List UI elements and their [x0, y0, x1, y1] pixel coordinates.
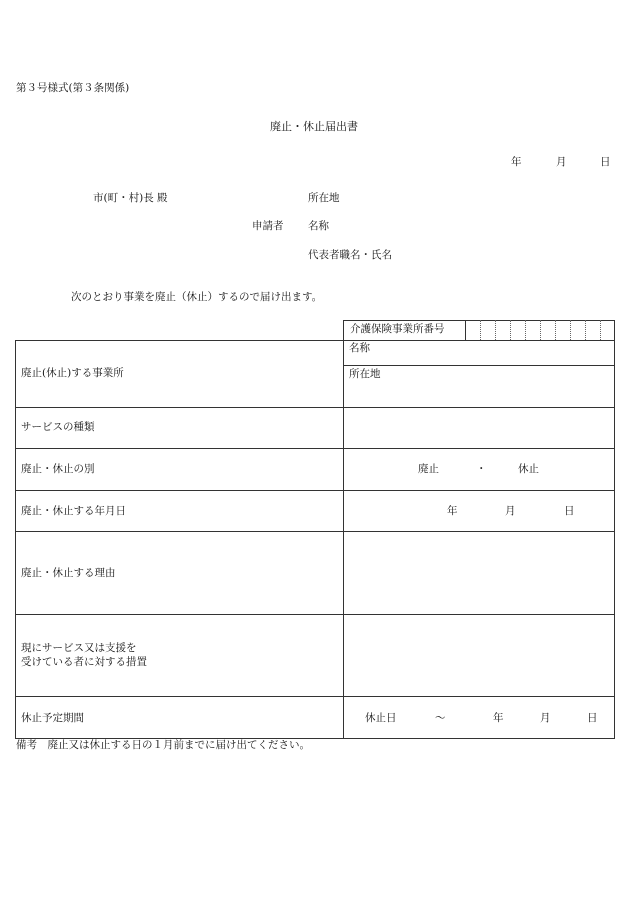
intro-text: 次のとおり事業を廃止（休止）するので届け出ます。	[71, 291, 323, 303]
form-number: 第３号様式(第３条関係)	[16, 82, 130, 94]
addressee: 市(町・村)長 殿	[93, 192, 168, 204]
table-right-border	[614, 340, 615, 738]
row-divider	[15, 531, 615, 532]
applicant-address-label: 所在地	[308, 192, 340, 204]
header-date-year: 年	[511, 156, 522, 168]
office-name-label: 名称	[349, 342, 370, 354]
period-month: 月	[540, 712, 551, 724]
row-divider	[15, 696, 615, 697]
reason-label: 廃止・休止する理由	[21, 567, 116, 579]
period-start: 休止日	[365, 712, 397, 724]
name-address-divider	[343, 365, 615, 366]
distinction-label: 廃止・休止の別	[21, 463, 95, 475]
column-divider	[343, 340, 344, 738]
digit-divider	[600, 320, 601, 340]
measures-label-line1: 現にサービス又は支援を	[21, 642, 137, 654]
digit-divider	[570, 320, 571, 340]
office-number-top-border	[343, 320, 615, 321]
measures-label-line2: 受けている者に対する措置	[21, 656, 147, 668]
form-title: 廃止・休止届出書	[270, 120, 358, 133]
table-left-border	[15, 340, 16, 738]
option-separator: ・	[476, 463, 487, 475]
option-suspend: 休止	[518, 463, 539, 475]
option-abolish: 廃止	[418, 463, 439, 475]
row-divider	[15, 490, 615, 491]
period-year: 年	[493, 712, 504, 724]
period-day: 日	[587, 712, 598, 724]
table-top-border	[15, 340, 615, 341]
period-label: 休止予定期間	[21, 712, 84, 724]
office-number-divider	[465, 320, 466, 340]
date-day: 日	[564, 505, 575, 517]
header-date-day: 日	[600, 156, 611, 168]
date-label: 廃止・休止する年月日	[21, 505, 126, 517]
row-divider	[15, 407, 615, 408]
date-year: 年	[447, 505, 458, 517]
service-type-label: サービスの種類	[21, 421, 95, 433]
office-number-right-border	[614, 320, 615, 340]
applicant-name-label: 名称	[308, 220, 329, 232]
office-label: 廃止(休止)する事業所	[21, 367, 124, 379]
digit-divider	[525, 320, 526, 340]
header-date-month: 月	[556, 156, 567, 168]
footer-note: 備考 廃止又は休止する日の１月前までに届け出てください。	[16, 739, 310, 751]
period-tilde: 〜	[435, 712, 446, 724]
date-month: 月	[505, 505, 516, 517]
digit-divider	[540, 320, 541, 340]
digit-divider	[480, 320, 481, 340]
row-divider	[15, 448, 615, 449]
office-address-label: 所在地	[349, 368, 381, 380]
digit-divider	[555, 320, 556, 340]
office-number-left-border	[343, 320, 344, 340]
digit-divider	[510, 320, 511, 340]
office-number-label: 介護保険事業所番号	[350, 323, 445, 335]
digit-divider	[585, 320, 586, 340]
row-divider	[15, 614, 615, 615]
digit-divider	[495, 320, 496, 340]
applicant-label: 申請者	[252, 220, 284, 232]
applicant-representative-label: 代表者職名・氏名	[308, 249, 392, 261]
